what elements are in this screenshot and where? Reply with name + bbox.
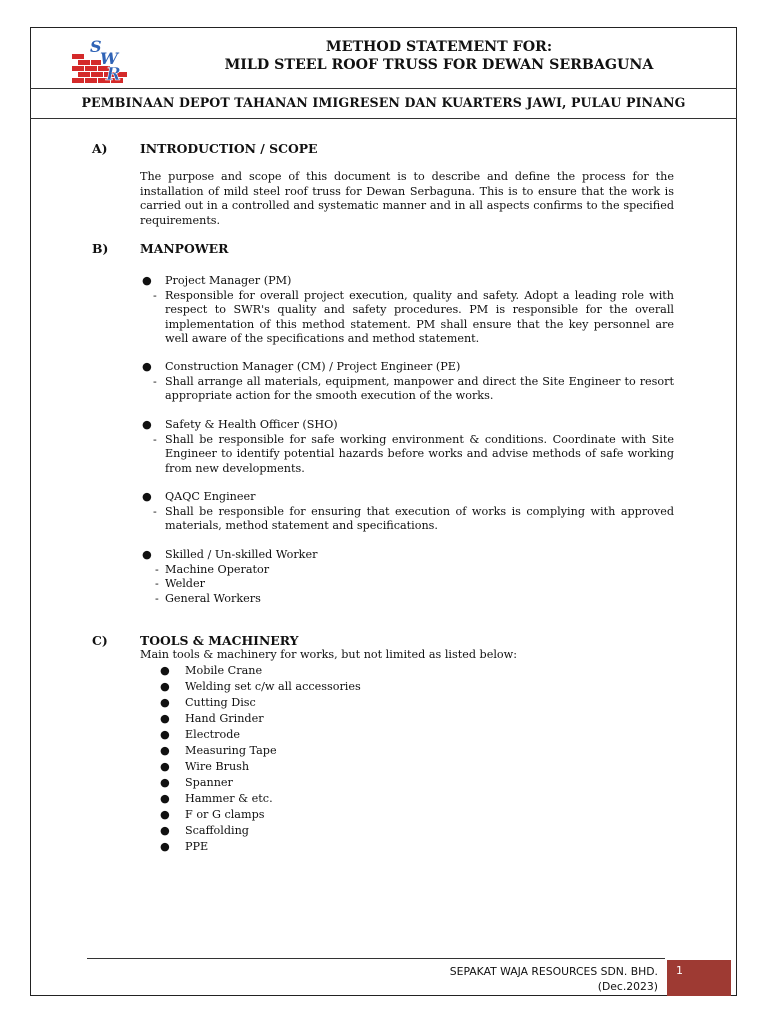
bullet-icon: ●: [142, 274, 152, 287]
dash-icon: -: [155, 591, 159, 605]
bullet-icon: ●: [142, 418, 152, 431]
dash-icon: -: [155, 577, 159, 590]
bullet-icon: ●: [160, 824, 170, 837]
list-item: [160, 727, 361, 743]
list-item: [160, 695, 361, 711]
section-c-letter: C): [92, 633, 108, 648]
bullet-icon: ●: [160, 696, 170, 709]
page-number: 1: [676, 964, 683, 977]
role-head: Project Manager (PM): [165, 274, 292, 287]
list-item: [160, 711, 361, 727]
list-item: [160, 759, 361, 775]
section-b-title: MANPOWER: [140, 241, 229, 256]
bullet-icon: ●: [160, 712, 170, 725]
bullet-icon: ●: [160, 760, 170, 773]
svg-text:S: S: [90, 37, 102, 56]
role-workers: [140, 548, 674, 606]
header-divider-top: [30, 88, 737, 89]
dash-icon: -: [153, 374, 157, 388]
bullet-icon: ●: [160, 744, 170, 757]
bullet-icon: ●: [142, 490, 152, 503]
tool-label: Measuring Tape: [185, 744, 277, 757]
bullet-icon: ●: [160, 680, 170, 693]
section-a-letter: A): [92, 141, 108, 156]
tool-label: Electrode: [185, 728, 240, 741]
footer-company-block: [450, 964, 658, 994]
worker-item: [155, 591, 674, 607]
section-a-title: INTRODUCTION / SCOPE: [140, 141, 318, 156]
role-qaqc: [140, 490, 674, 534]
header-divider-bottom: [30, 118, 737, 119]
list-item: [160, 743, 361, 759]
bullet-icon: ●: [160, 808, 170, 821]
tool-label: Hammer & etc.: [185, 792, 273, 805]
role-cm-pe: [140, 360, 674, 404]
role-pm: [140, 274, 674, 347]
worker-label: Machine Operator: [165, 562, 270, 576]
tools-list: [160, 663, 361, 855]
role-head: Skilled / Un-skilled Worker: [165, 548, 318, 561]
tool-label: Welding set c/w all accessories: [185, 680, 361, 693]
list-item: [160, 823, 361, 839]
tool-label: Spanner: [185, 776, 233, 789]
tool-label: F or G clamps: [185, 808, 265, 821]
footer-company: SEPAKAT WAJA RESOURCES SDN. BHD.: [449, 965, 658, 978]
tool-label: Hand Grinder: [185, 712, 264, 725]
role-desc: Shall be responsible for safe working environment & conditions. Coordinate with Site Engineer to identify potential hazards before works and advise methods of safe working from new developments.: [165, 432, 674, 475]
footer-divider: [87, 958, 665, 959]
role-desc: Responsible for overall project execution, quality and safety. Adopt a leading role with respect to SWR's quality and safety procedures. PM is responsible for the overall implementation of this method statement. PM shall ensure that the key personnel are well aware of the specifications and method statement.: [165, 288, 674, 345]
role-desc: Shall be responsible for ensuring that execution of works is complying with approved materials, method statement and specifications.: [165, 504, 674, 532]
page-number-box: [667, 960, 731, 996]
section-a-body: The purpose and scope of this document is to describe and define the process for the installation of mild steel roof truss for Dewan Serbaguna. This is to ensure that the work is carried out in a controlled and systematic manner and in all aspects confirms to the specified requirements.: [140, 170, 674, 227]
role-head: Safety & Health Officer (SHO): [165, 418, 338, 431]
list-item: [160, 663, 361, 679]
section-b-heading: [92, 241, 228, 256]
tool-label: Cutting Disc: [185, 696, 256, 709]
project-name: PEMBINAAN DEPOT TAHANAN IMIGRESEN DAN KUARTERS JAWI, PULAU PINANG: [81, 95, 686, 110]
svg-text:R: R: [106, 64, 121, 85]
title-line-1: METHOD STATEMENT FOR:: [325, 39, 553, 55]
worker-label: Welder: [165, 577, 205, 590]
list-item: [160, 807, 361, 823]
list-item: [160, 775, 361, 791]
company-logo: [70, 34, 140, 90]
section-a-heading: [92, 141, 318, 156]
list-item: [160, 679, 361, 695]
worker-label: General Workers: [165, 591, 261, 605]
tool-label: PPE: [185, 840, 209, 853]
document-title: [140, 38, 738, 74]
bullet-icon: ●: [160, 776, 170, 789]
tool-label: Scaffolding: [185, 824, 249, 837]
dash-icon: -: [153, 288, 157, 302]
section-b-letter: B): [92, 241, 109, 256]
svg-text:W: W: [100, 49, 118, 68]
worker-item: [155, 577, 674, 592]
bullet-icon: ●: [160, 840, 170, 853]
tool-label: Mobile Crane: [185, 664, 263, 677]
bullet-icon: ●: [160, 792, 170, 805]
bullet-icon: ●: [160, 664, 170, 677]
section-c-title: TOOLS & MACHINERY: [140, 633, 299, 648]
role-sho: [140, 418, 674, 476]
bullet-icon: ●: [142, 360, 152, 373]
list-item: [160, 791, 361, 807]
dash-icon: -: [153, 432, 157, 446]
role-desc-container: [153, 288, 674, 347]
title-line-2: MILD STEEL ROOF TRUSS FOR DEWAN SERBAGUNA: [224, 57, 654, 73]
tool-label: Wire Brush: [185, 760, 250, 773]
section-c-heading: [92, 633, 299, 648]
role-desc: Shall arrange all materials, equipment, manpower and direct the Site Engineer to resort appropriate action for the smooth execution of the works.: [165, 374, 674, 402]
dash-icon: -: [153, 504, 157, 518]
role-head: QAQC Engineer: [165, 490, 256, 503]
footer-date: (Dec.2023): [597, 980, 658, 993]
dash-icon: -: [155, 562, 159, 576]
bullet-icon: ●: [142, 548, 152, 561]
bullet-icon: ●: [160, 728, 170, 741]
list-item: [160, 839, 361, 855]
role-desc-container: [153, 374, 674, 404]
tools-intro: Main tools & machinery for works, but not limited as listed below:: [140, 648, 517, 661]
role-desc-container: [153, 504, 674, 534]
role-head: Construction Manager (CM) / Project Engineer (PE): [165, 360, 461, 373]
role-desc-container: [153, 432, 674, 477]
worker-item: [155, 562, 674, 578]
